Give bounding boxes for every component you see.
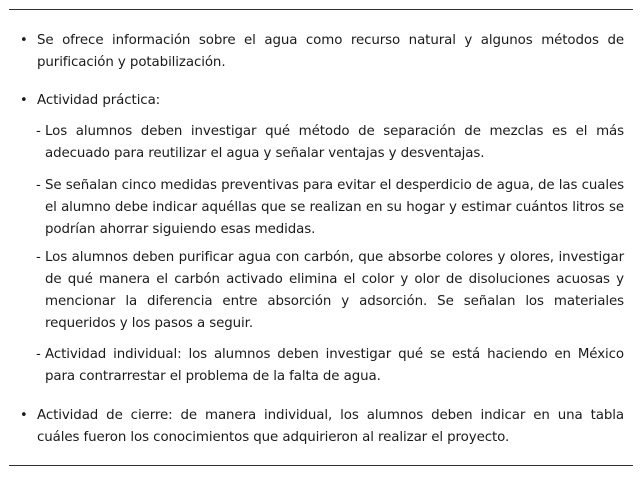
sub-list-item — [36, 247, 624, 335]
bottom-rule — [9, 465, 633, 466]
top-rule — [9, 9, 633, 10]
list-item-text: Se ofrece información sobre el agua como recurso natural y algunos métodos de purificación y potabilización. — [37, 33, 624, 70]
dash-icon: - — [36, 347, 41, 362]
list-item-text: Actividad de cierre: de manera individual, los alumnos deben indicar en una tabla cuáles fueron los conocimientos que adquirieron al realizar el proyecto. — [37, 408, 624, 445]
list-item — [20, 90, 624, 112]
dash-icon: - — [36, 250, 41, 265]
sub-list-item-text: Actividad individual: los alumnos deben investigar qué se está haciendo en México para contrarrestar el problema de la falta de agua. — [45, 347, 624, 384]
sub-list-item — [36, 344, 624, 388]
sub-list-item — [36, 121, 624, 165]
bullet-icon: • — [20, 33, 28, 48]
list-item — [20, 405, 624, 449]
sub-list-item — [36, 175, 624, 241]
dash-icon: - — [36, 178, 41, 193]
dash-icon: - — [36, 124, 41, 139]
bullet-icon: • — [20, 93, 28, 108]
sub-list-item-text: Los alumnos deben investigar qué método de separación de mezclas es el más adecuado para reutilizar el agua y señalar ventajas y desventajas. — [45, 124, 624, 161]
list-item-text: Actividad práctica: — [37, 93, 161, 108]
sub-list-item-text: Se señalan cinco medidas preventivas para evitar el desperdicio de agua, de las cuales el alumno debe indicar aquéllas que se realizan en su hogar y estimar cuántos litros se podrían ahorrar siguiendo esas medidas. — [45, 178, 624, 237]
list-item — [20, 30, 624, 74]
sub-list-item-text: Los alumnos deben purificar agua con carbón, que absorbe colores y olores, investigar de qué manera el carbón activado elimina el color y olor de disoluciones acuosas y mencionar la diferencia entre absorción y adsorción. Se señalan los materiales requeridos y los pasos a seguir. — [45, 250, 624, 331]
bullet-icon: • — [20, 408, 28, 423]
